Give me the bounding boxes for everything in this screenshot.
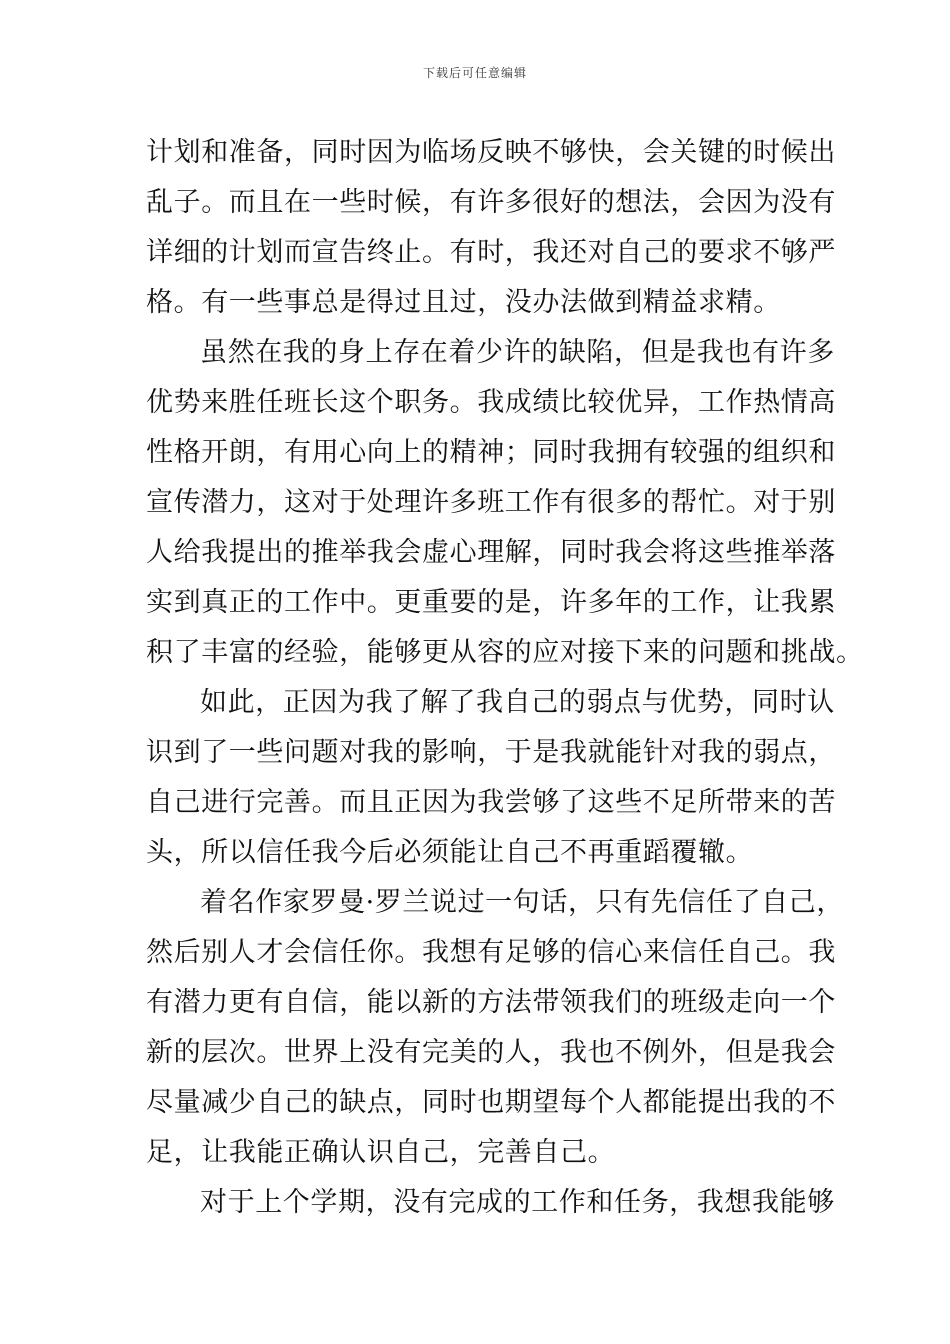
paragraph: [146, 128, 836, 328]
paragraph: [146, 878, 844, 1178]
text-line: 新的层次。世界上没有完美的人，我也不例外，但是我会: [146, 1037, 836, 1068]
text-line: 如此，正因为我了解了我自己的弱点与优势，同时认: [200, 687, 835, 718]
text-line: 计划和准备，同时因为临场反映不够快，会关键的时候出: [146, 137, 836, 168]
text-line: 着名作家罗曼·罗兰说过一句话，只有先信任了自己，: [200, 887, 844, 918]
text-line: 实到真正的工作中。更重要的是，许多年的工作，让我累: [146, 587, 836, 618]
page-header: 下载后可任意编辑: [422, 66, 527, 80]
paragraph: [146, 678, 836, 878]
text-line: 积了丰富的经验，能够更从容的应对接下来的问题和挑战。: [146, 637, 864, 668]
text-line: 性格开朗，有用心向上的精神；同时我拥有较强的组织和: [146, 437, 836, 468]
text-line: 人给我提出的推举我会虚心理解，同时我会将这些推举落: [146, 537, 836, 568]
text-line: 虽然在我的身上存在着少许的缺陷，但是我也有许多: [200, 337, 835, 368]
text-line: 宣传潜力，这对于处理许多班工作有很多的帮忙。对于别: [146, 487, 836, 518]
text-line: 详细的计划而宣告终止。有时，我还对自己的要求不够严: [146, 237, 836, 268]
text-line: 有潜力更有自信，能以新的方法带领我们的班级走向一个: [146, 987, 836, 1018]
text-line: 识到了一些问题对我的影响，于是我就能针对我的弱点，: [146, 737, 836, 768]
text-line: 格。有一些事总是得过且过，没办法做到精益求精。: [146, 287, 781, 318]
text-line: 足，让我能正确认识自己，完善自己。: [146, 1137, 616, 1168]
text-line: 对于上个学期，没有完成的工作和任务，我想我能够: [200, 1187, 835, 1218]
text-line: 尽量减少自己的缺点，同时也期望每个人都能提出我的不: [146, 1087, 836, 1118]
text-line: 然后别人才会信任你。我想有足够的信心来信任自己。我: [146, 937, 836, 968]
text-line: 乱子。而且在一些时候，有许多很好的想法，会因为没有: [146, 187, 836, 218]
paragraph: [146, 1178, 835, 1228]
paragraph: [146, 328, 864, 678]
text-line: 自己进行完善。而且正因为我尝够了这些不足所带来的苦: [146, 787, 836, 818]
document-body: [146, 128, 864, 1228]
text-line: 优势来胜任班长这个职务。我成绩比较优异，工作热情高: [146, 387, 836, 418]
text-line: 头，所以信任我今后必须能让自己不再重蹈覆辙。: [146, 837, 754, 868]
